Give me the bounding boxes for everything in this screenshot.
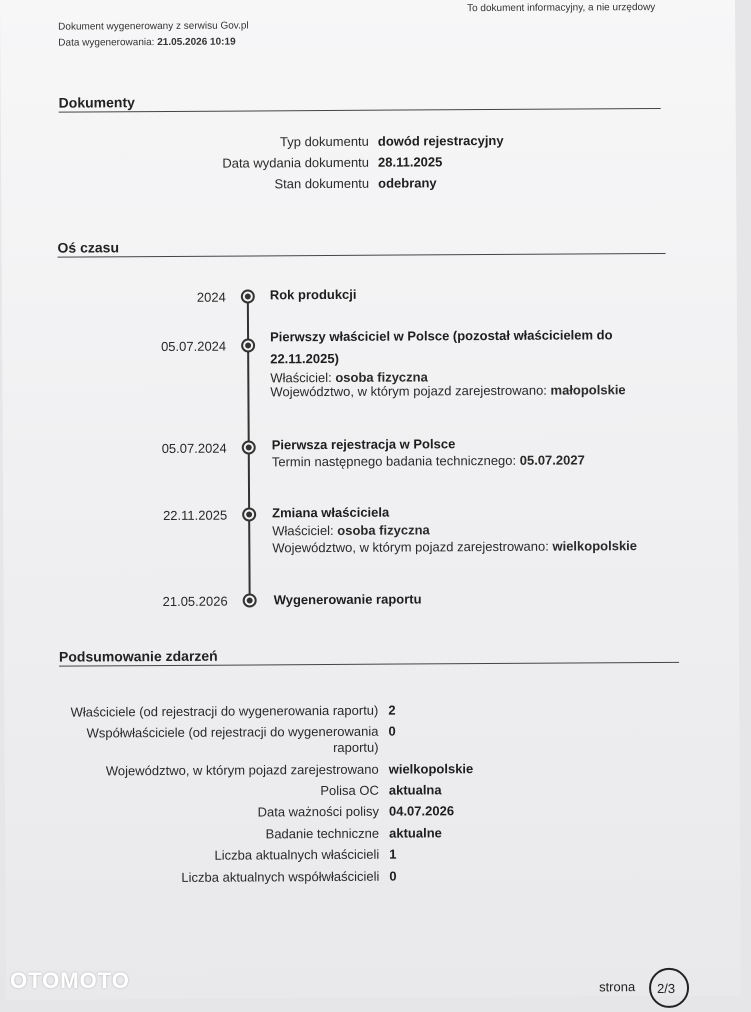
timeline-inspection: [272, 452, 585, 469]
timeline-owner: [272, 522, 430, 538]
summary-label: Województwo, w którym pojazd zarejestrowano: [105, 761, 379, 779]
timeline-marker: [242, 507, 256, 521]
timeline-event-title: Zmiana właściciela: [272, 504, 390, 521]
timeline-event-title: Pierwsza rejestracja w Polsce: [271, 436, 456, 453]
summary-label: Polisa OC: [320, 782, 379, 799]
page-label: strona: [598, 979, 636, 995]
doc-state-label: Stan dokumentu: [274, 175, 370, 192]
timeline-date: 05.07.2024: [160, 338, 227, 355]
owner-label: Właściciel:: [272, 522, 338, 539]
owner-value: osoba fizyczna: [337, 522, 430, 538]
summary-value: 0: [389, 868, 397, 884]
owner-value: osoba fizyczna: [335, 369, 428, 385]
timeline-date: 21.05.2026: [162, 593, 228, 610]
doc-issue-date-label: Data wydania dokumentu: [222, 154, 370, 171]
doc-state-value: odebrany: [378, 175, 437, 191]
timeline-event-title: Pierwszy właściciel w Polsce (pozostał właścicielem do: [270, 327, 613, 345]
owner-label: Właściciel:: [270, 369, 336, 386]
doc-type-label: Typ dokumentu: [279, 133, 369, 150]
summary-label-cont: raportu): [332, 739, 379, 755]
generated-at-label: Data wygenerowania:: [58, 37, 158, 49]
generated-at-value: 21.05.2026 10:19: [157, 36, 236, 49]
section-divider: [59, 108, 661, 113]
summary-label: Badanie techniczne: [265, 825, 380, 842]
summary-value: aktualna: [388, 782, 442, 798]
summary-label: Właściciele (od rejestracji do wygenerowania raportu): [70, 702, 379, 720]
timeline-marker: [242, 440, 256, 454]
timeline-voivodeship: [270, 382, 625, 399]
timeline-date: 2024: [196, 289, 226, 305]
voivodeship-label: Województwo, w którym pojazd zarejestrowano:: [272, 538, 553, 556]
timeline-voivodeship: [272, 538, 637, 555]
summary-value: 0: [388, 723, 396, 739]
timeline-marker: [241, 338, 255, 352]
summary-label: Data ważności polisy: [257, 803, 380, 820]
timeline-event-title: Rok produkcji: [269, 286, 357, 303]
summary-value: aktualne: [389, 825, 442, 841]
page-number: 2/3: [657, 980, 676, 997]
watermark-logo: OTOMOTO: [10, 968, 130, 993]
doc-type-value: dowód rejestracyjny: [377, 132, 504, 149]
voivodeship-value: małopolskie: [550, 382, 626, 398]
summary-value: 2: [388, 702, 396, 718]
timeline-date: 05.07.2024: [161, 440, 227, 457]
summary-label: Liczba aktualnych właścicieli: [214, 846, 380, 863]
informational-notice: To dokument informacyjny, a nie urzędowy: [467, 1, 656, 15]
timeline-event-title: Wygenerowanie raportu: [273, 591, 422, 608]
summary-value: wielkopolskie: [388, 761, 474, 777]
voivodeship-value: wielkopolskie: [552, 538, 638, 554]
summary-value: 1: [389, 846, 397, 862]
inspection-value: 05.07.2027: [519, 452, 585, 468]
section-title-summary: Podsumowanie zdarzeń: [58, 647, 218, 665]
summary-label: Współwłaściciele (od rejestracji do wygenerowania: [86, 723, 379, 741]
timeline-marker: [241, 289, 255, 303]
timeline-marker: [243, 593, 257, 607]
doc-issue-date-value: 28.11.2025: [377, 154, 443, 170]
timeline-date: 22.11.2025: [162, 507, 228, 524]
voivodeship-label: Województwo, w którym pojazd zarejestrowano:: [270, 382, 551, 400]
section-title-timeline: Oś czasu: [57, 239, 120, 256]
generated-by-text: Dokument wygenerowany z serwisu Gov.pl: [58, 20, 249, 33]
timeline-event-title-cont: 22.11.2025): [270, 350, 339, 367]
summary-label: Liczba aktualnych współwłaścicieli: [181, 868, 380, 885]
summary-value: 04.07.2026: [388, 803, 455, 819]
section-title-documents: Dokumenty: [58, 94, 135, 111]
section-divider: [58, 253, 666, 258]
generated-at-text: [58, 37, 235, 49]
inspection-label: Termin następnego badania technicznego:: [271, 452, 520, 470]
